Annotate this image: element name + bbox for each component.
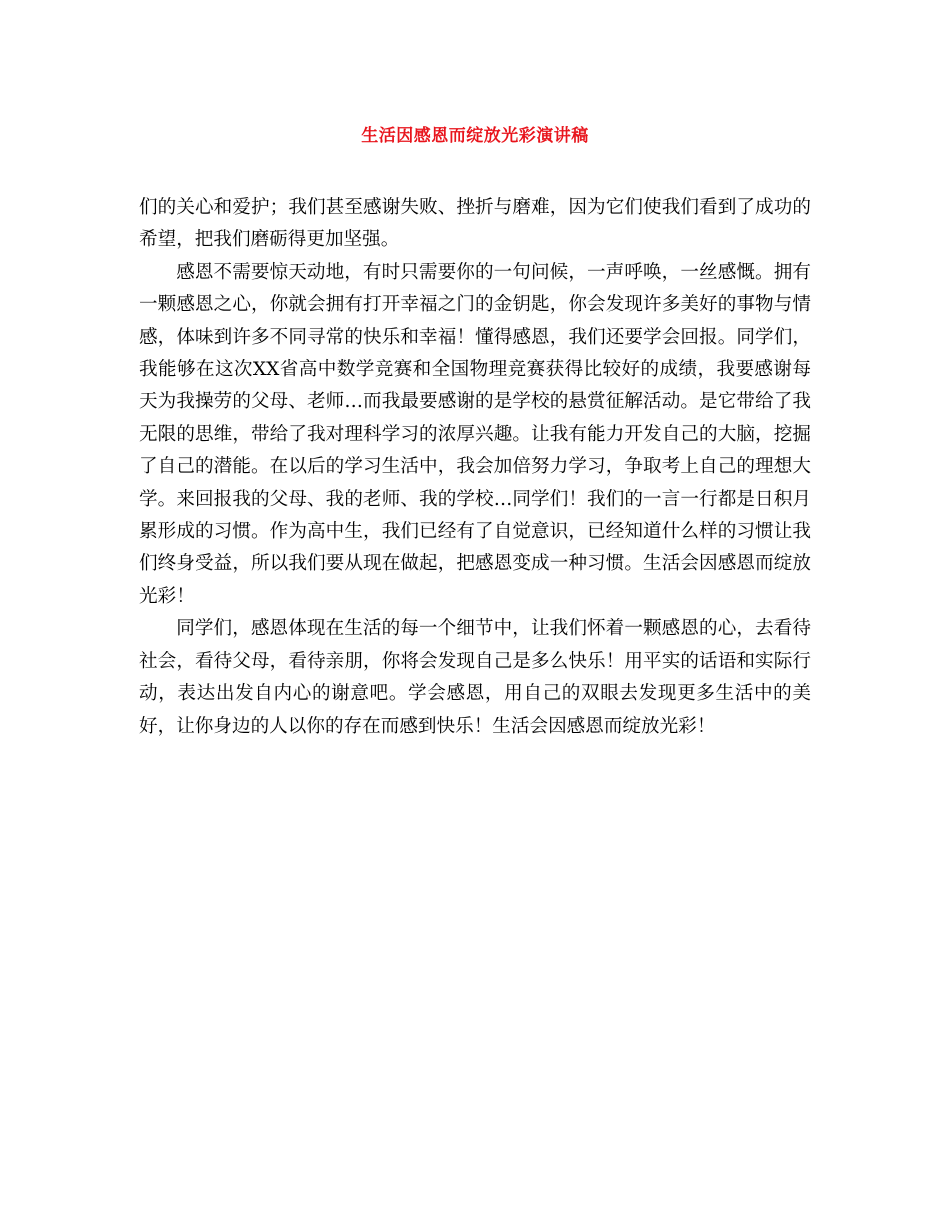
paragraph-gratitude: 感恩不需要惊天动地，有时只需要你的一句问候，一声呼唤，一丝感慨。拥有一颗感恩之心，你就会拥有打开幸福之门的金钥匙，你会发现许多美好的事物与情感，体味到许多不同寻常的快乐和幸福！懂得感恩，我们还要学会回报。同学们，我能够在这次XX省高中数学竞赛和全国物理竞赛获得比较好的成绩，我要感谢每天为我操劳的父母、老师…而我最要感谢的是学校的悬赏征解活动。是它带给了我无限的思维，带给了我对理科学习的浓厚兴趣。让我有能力开发自己的大脑，挖掘了自己的潜能。在以后的学习生活中，我会加倍努力学习，争取考上自己的理想大学。来回报我的父母、我的老师、我的学校…同学们！我们的一言一行都是日积月累形成的习惯。作为高中生，我们已经有了自觉意识，已经知道什么样的习惯让我们终身受益，所以我们要从现在做起，把感恩变成一种习惯。生活会因感恩而绽放光彩！	[139, 261, 811, 607]
paragraph-closing: 同学们，感恩体现在生活的每一个细节中，让我们怀着一颗感恩的心，去看待社会，看待父母，看待亲朋，你将会发现自己是多么快乐！用平实的话语和实际行动，表达出发自内心的谢意吧。学会感恩，用自己的双眼去发现更多生活中的美好，让你身边的人以你的存在而感到快乐！生活会因感恩而绽放光彩！	[139, 618, 811, 737]
paragraph-continuation: 们的关心和爱护；我们甚至感谢失败、挫折与磨难，因为它们使我们看到了成功的希望，把我们磨砺得更加坚强。	[139, 197, 811, 251]
document-title: 生活因感恩而绽放光彩演讲稿	[361, 126, 589, 146]
document-body	[139, 192, 811, 743]
